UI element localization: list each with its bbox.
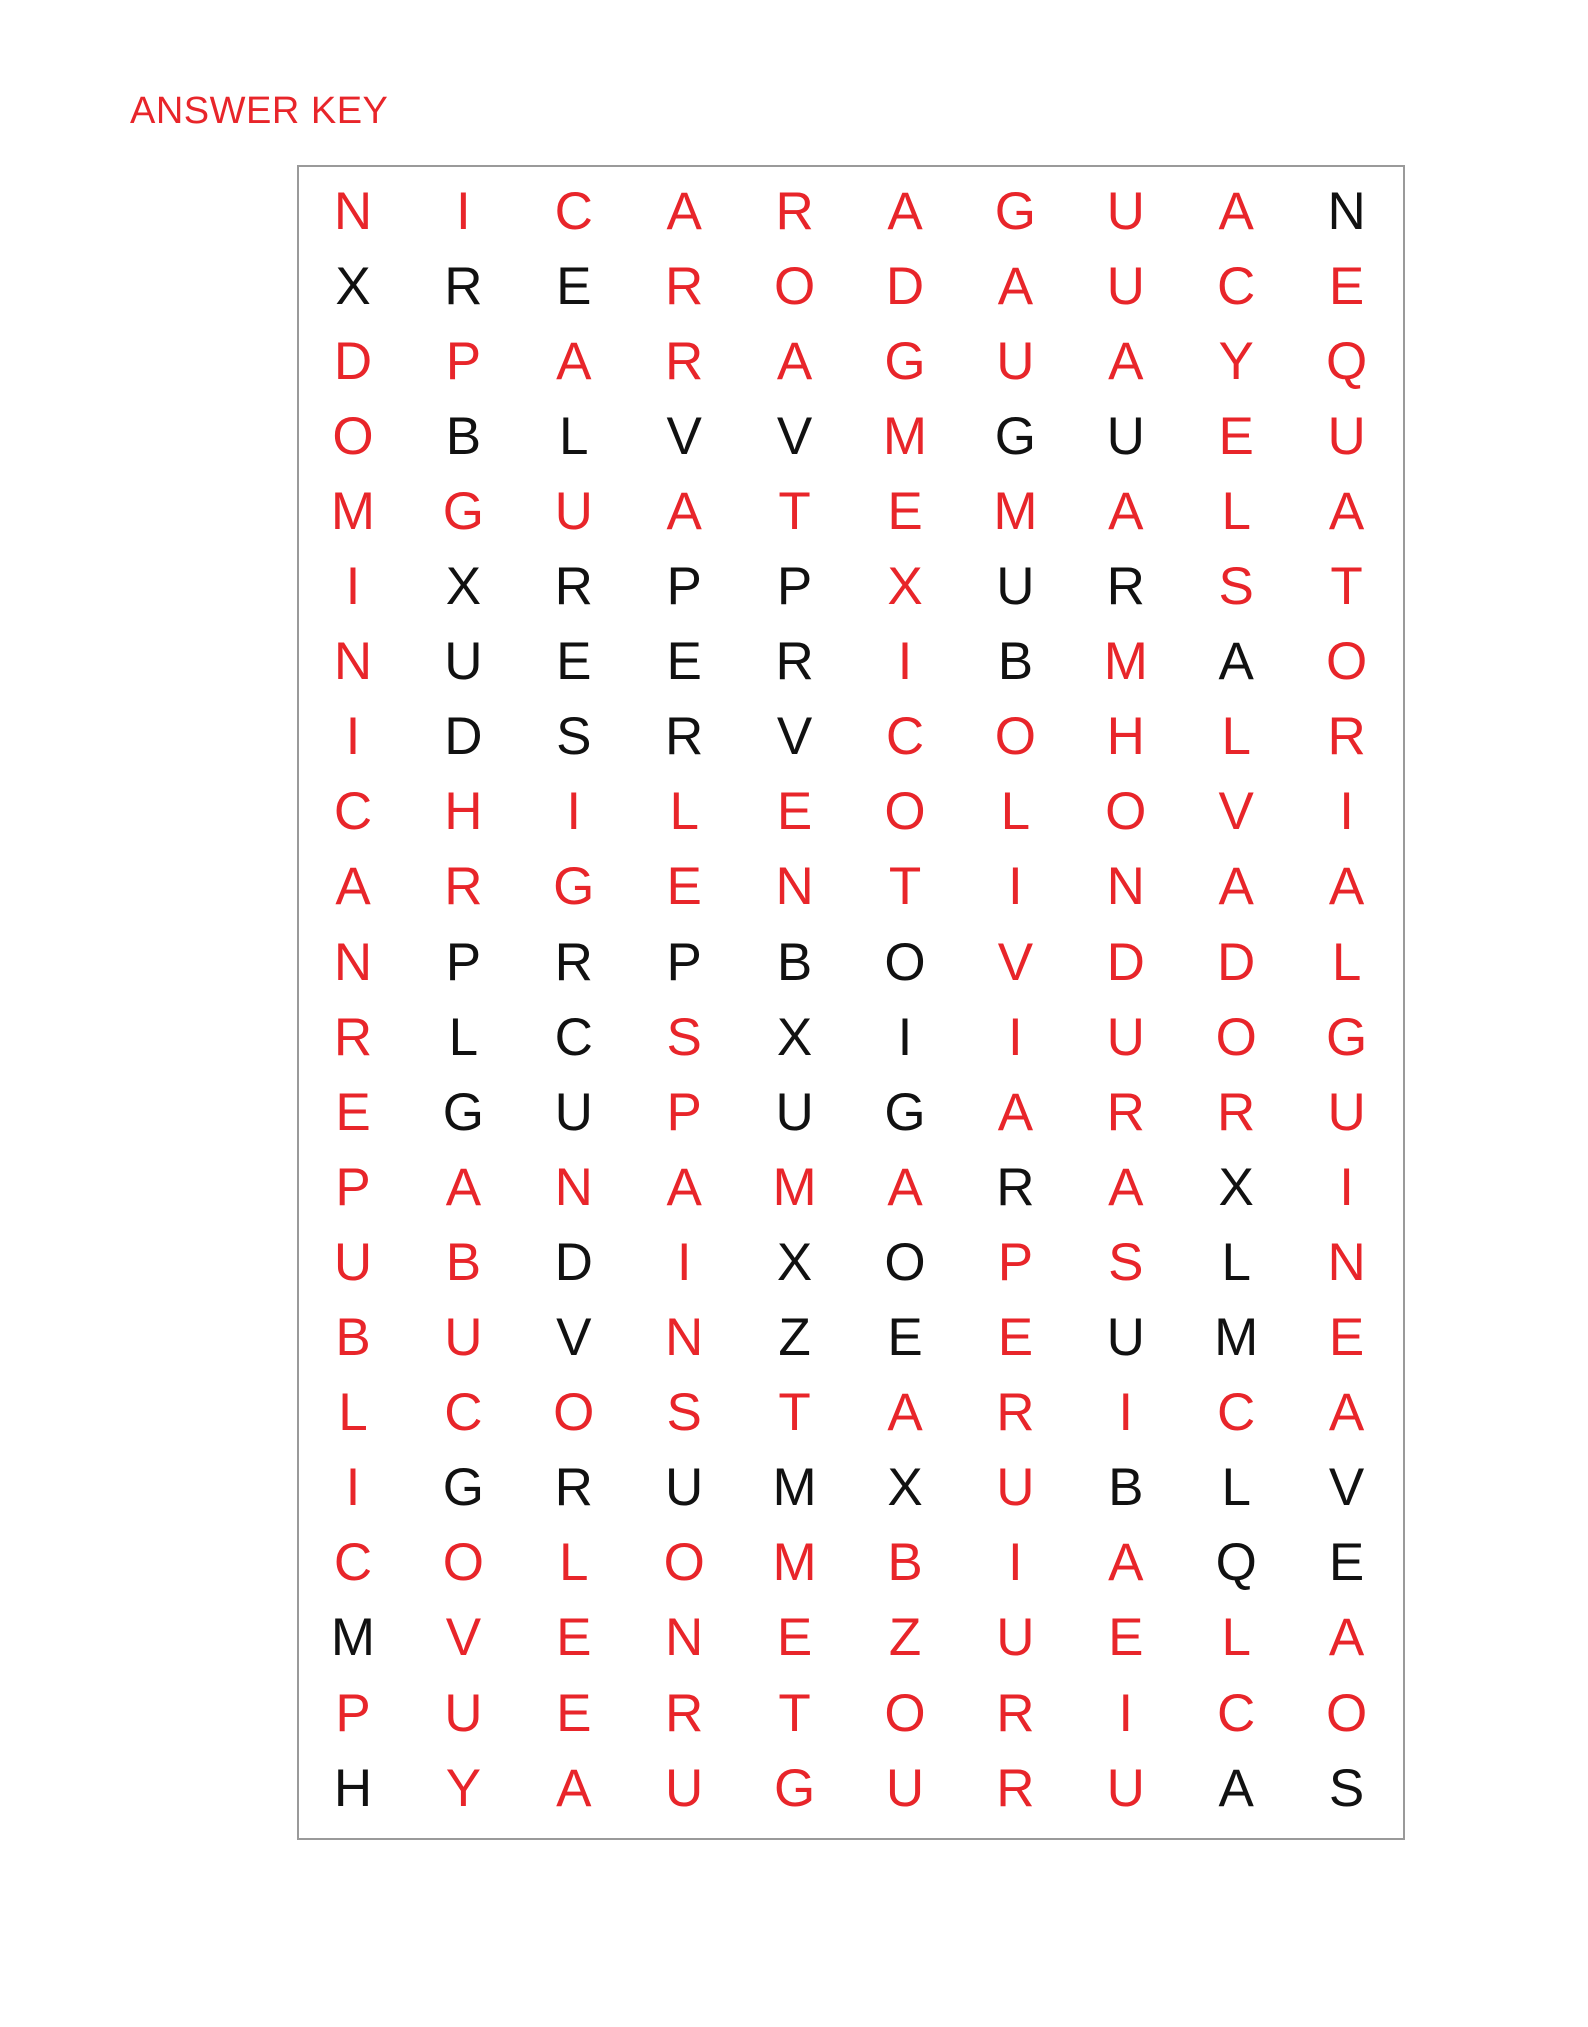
grid-cell: X <box>445 557 482 616</box>
grid-cell: A <box>1108 1157 1144 1217</box>
grid-cell: E <box>1328 1533 1365 1593</box>
grid-cell: R <box>444 857 483 917</box>
grid-cell: S <box>666 1383 702 1443</box>
grid-cell: M <box>993 481 1038 541</box>
grid-cell: T <box>1330 557 1363 616</box>
grid-cell: A <box>1328 481 1365 541</box>
grid-cell: T <box>778 481 811 541</box>
grid-cell: G <box>994 181 1036 241</box>
grid-cell: A <box>887 1383 923 1443</box>
grid-cell: R <box>1217 1082 1256 1142</box>
grid-cell: I <box>1118 1683 1134 1743</box>
grid-cell: S <box>556 707 592 767</box>
grid-cell: O <box>663 1533 705 1593</box>
grid-cell: R <box>775 181 814 241</box>
grid-cell: X <box>776 1007 813 1067</box>
grid-cell: B <box>887 1533 923 1593</box>
grid-cell: M <box>772 1533 817 1593</box>
grid-cell: L <box>669 782 699 842</box>
grid-cell: P <box>666 1082 702 1142</box>
grid-cell: R <box>665 331 704 391</box>
grid-cell: G <box>553 857 595 917</box>
grid-cell: U <box>444 1683 483 1743</box>
grid-cell: E <box>887 481 923 541</box>
grid-cell: E <box>556 256 592 316</box>
grid-cell: E <box>556 632 592 692</box>
grid-cell: L <box>1221 1232 1251 1292</box>
grid-cell: R <box>665 1683 704 1743</box>
grid-cell: R <box>554 1458 593 1518</box>
grid-cell: L <box>559 1533 589 1593</box>
grid-cell: U <box>333 1232 373 1292</box>
grid-cell: V <box>776 406 813 466</box>
grid-cell: R <box>996 1758 1035 1818</box>
grid-cell: U <box>554 1082 593 1142</box>
grid-cell: Q <box>1215 1533 1257 1593</box>
answer-key-title: ANSWER KEY <box>130 90 389 132</box>
grid-cell: O <box>553 1383 595 1443</box>
grid-cell: O <box>773 256 816 316</box>
grid-cell: E <box>335 1082 371 1142</box>
grid-cell: A <box>1218 181 1254 241</box>
grid-cell: I <box>1339 1157 1354 1217</box>
grid-cell: E <box>1328 1308 1365 1367</box>
grid-cell: D <box>444 707 483 767</box>
grid-cell: L <box>1331 932 1362 992</box>
grid-cell: O <box>884 1683 926 1743</box>
grid-cell: I <box>1118 1383 1134 1443</box>
grid-cell: A <box>666 1157 702 1217</box>
grid-cell: U <box>1106 1007 1145 1067</box>
grid-cell: A <box>666 481 702 541</box>
grid-cell: U <box>444 1308 483 1367</box>
grid-cell: R <box>996 1157 1035 1217</box>
grid-cell: N <box>333 932 373 992</box>
grid-cell: D <box>333 331 373 391</box>
grid-cell: R <box>665 256 704 316</box>
grid-cell: D <box>1217 932 1256 992</box>
grid-cell: E <box>1108 1608 1144 1668</box>
grid-cell: V <box>666 406 702 466</box>
grid-cell: L <box>559 406 589 466</box>
grid-cell: L <box>1000 782 1031 842</box>
grid-cell: U <box>996 557 1035 616</box>
grid-cell: P <box>445 331 482 391</box>
grid-cell: G <box>1325 1007 1368 1067</box>
grid-cell: L <box>448 1007 479 1067</box>
grid-cell: I <box>566 782 582 842</box>
grid-cell: O <box>884 1232 926 1292</box>
grid-cell: U <box>1327 1082 1366 1142</box>
grid-cell: N <box>1106 857 1145 917</box>
grid-cell: N <box>333 181 373 241</box>
grid-cell: P <box>445 932 482 992</box>
grid-cell: R <box>775 632 814 692</box>
grid-cell: Z <box>888 1608 922 1668</box>
grid-cell: M <box>772 1157 817 1217</box>
grid-cell: I <box>1008 1007 1023 1067</box>
grid-cell: A <box>556 331 592 391</box>
grid-cell: R <box>554 932 593 992</box>
grid-cell: R <box>665 707 704 767</box>
grid-cell: C <box>885 707 925 767</box>
grid-cell: R <box>996 1683 1035 1743</box>
grid-cell: E <box>556 1683 592 1743</box>
grid-cell: R <box>1106 1082 1145 1142</box>
grid-cell: I <box>345 707 361 767</box>
grid-cell: C <box>1217 1683 1256 1743</box>
grid-cell: O <box>1325 1683 1368 1743</box>
grid-cell: A <box>1108 331 1144 391</box>
grid-cell: A <box>887 1157 923 1217</box>
grid-cell: G <box>994 406 1036 466</box>
grid-cell: U <box>996 1458 1035 1518</box>
grid-cell: R <box>444 256 483 316</box>
grid-cell: D <box>885 256 925 316</box>
grid-cell: O <box>884 782 926 842</box>
grid-cell: T <box>888 857 922 917</box>
grid-cell: R <box>1327 707 1366 767</box>
grid-cell: U <box>885 1758 925 1818</box>
grid-cell: P <box>776 557 813 616</box>
grid-cell: P <box>335 1157 371 1217</box>
grid-cell: V <box>776 707 813 767</box>
grid-cell: U <box>1327 406 1366 466</box>
grid-cell: X <box>887 1458 923 1518</box>
grid-cell: D <box>554 1232 593 1292</box>
grid-cell: A <box>887 181 923 241</box>
grid-cell: A <box>556 1758 592 1818</box>
grid-cell: S <box>666 1007 702 1067</box>
grid-cell: N <box>554 1157 593 1217</box>
word-search-grid <box>297 165 1405 1840</box>
grid-cell: U <box>444 632 483 692</box>
grid-cell: E <box>1328 256 1365 316</box>
grid-cell: L <box>1221 707 1251 767</box>
grid-cell: X <box>776 1232 813 1292</box>
grid-cell: Y <box>445 1758 482 1818</box>
grid-cell: I <box>676 1232 692 1292</box>
grid-cell: C <box>444 1383 483 1443</box>
grid-cell: X <box>1218 1157 1254 1217</box>
grid-cell: B <box>997 632 1034 692</box>
grid-cell: U <box>1106 181 1145 241</box>
grid-cell: T <box>778 1383 811 1443</box>
grid-cell: U <box>665 1758 704 1818</box>
grid-cell: B <box>335 1308 371 1367</box>
grid-cell: U <box>775 1082 814 1142</box>
grid-cell: C <box>333 782 373 842</box>
grid-cell: A <box>1218 1758 1254 1818</box>
grid-cell: V <box>1218 782 1254 842</box>
grid-cell: Z <box>778 1308 811 1367</box>
grid-cell: A <box>1328 857 1365 917</box>
grid-cell: M <box>1103 632 1148 692</box>
grid-cell: U <box>1106 1758 1145 1818</box>
grid-cell: G <box>773 1758 816 1818</box>
grid-cell: B <box>445 1232 482 1292</box>
grid-cell: C <box>554 181 593 241</box>
grid-cell: O <box>1215 1007 1257 1067</box>
grid-cell: S <box>1108 1232 1144 1292</box>
grid-cell: V <box>556 1308 592 1367</box>
grid-cell: A <box>776 331 813 391</box>
grid-cell: M <box>1214 1308 1259 1367</box>
grid-cell: B <box>776 932 813 992</box>
grid-cell: E <box>887 1308 923 1367</box>
grid-cell: Q <box>1325 331 1368 391</box>
grid-cell: T <box>778 1683 811 1743</box>
grid-cell: P <box>666 557 702 616</box>
grid-cell: U <box>1106 406 1145 466</box>
grid-cell: L <box>1221 1458 1251 1518</box>
grid-cell: A <box>335 857 371 917</box>
grid-cell: C <box>333 1533 373 1593</box>
grid-cell: E <box>666 632 702 692</box>
grid-cell: N <box>665 1608 704 1668</box>
grid-cell: M <box>330 481 376 541</box>
grid-cell: I <box>345 1458 361 1518</box>
grid-cell: A <box>997 1082 1034 1142</box>
grid-cell: S <box>1328 1758 1365 1818</box>
grid-cell: P <box>666 932 702 992</box>
grid-cell: C <box>1217 256 1256 316</box>
grid-cell: M <box>882 406 928 466</box>
grid-cell: O <box>1105 782 1147 842</box>
grid-cell: R <box>333 1007 373 1067</box>
grid-cell: H <box>1106 707 1145 767</box>
grid-cell: V <box>445 1608 482 1668</box>
grid-cell: A <box>1328 1608 1365 1668</box>
grid-cell: A <box>1108 481 1144 541</box>
grid-cell: V <box>997 932 1034 992</box>
grid-cell: H <box>333 1758 373 1818</box>
grid-cell: G <box>442 481 484 541</box>
grid-cell: N <box>1327 1232 1366 1292</box>
grid-cell: I <box>897 1007 913 1067</box>
grid-cell: M <box>772 1458 817 1518</box>
grid-cell: A <box>666 181 702 241</box>
grid-cell: G <box>442 1082 484 1142</box>
grid-cell: O <box>332 406 374 466</box>
grid-cell: I <box>1008 1533 1023 1593</box>
grid-cell: E <box>1218 406 1254 466</box>
grid-cell: R <box>1106 557 1145 616</box>
grid-cell: I <box>1008 857 1023 917</box>
grid-cell: O <box>1325 632 1368 692</box>
grid-cell: G <box>884 1082 926 1142</box>
grid-cell: U <box>996 1608 1035 1668</box>
grid-cell: R <box>554 557 593 616</box>
grid-cell: S <box>1218 557 1254 616</box>
grid-cell: B <box>445 406 482 466</box>
grid-cell: A <box>1218 857 1254 917</box>
grid-cell: U <box>996 331 1035 391</box>
grid-cell: A <box>445 1157 482 1217</box>
grid-cell: P <box>997 1232 1034 1292</box>
grid-cell: P <box>335 1683 371 1743</box>
grid-cell: Y <box>1218 331 1254 391</box>
grid-cell: I <box>1339 782 1354 842</box>
grid-cell: L <box>1221 481 1251 541</box>
grid-cell: X <box>335 256 371 316</box>
grid-cell: C <box>554 1007 593 1067</box>
grid-cell: O <box>994 707 1036 767</box>
grid-cell: U <box>1106 256 1145 316</box>
grid-cell: D <box>1106 932 1145 992</box>
grid-cell: G <box>442 1458 484 1518</box>
grid-cell: U <box>665 1458 704 1518</box>
grid-cell: I <box>345 557 361 616</box>
grid-cell: A <box>997 256 1034 316</box>
grid-cell: E <box>776 1608 813 1668</box>
grid-cell: N <box>333 632 373 692</box>
grid-cell: L <box>338 1383 368 1443</box>
grid-cell: V <box>1328 1458 1365 1518</box>
grid-cell: N <box>665 1308 704 1367</box>
grid-cell: E <box>556 1608 592 1668</box>
grid-cell: O <box>884 932 926 992</box>
grid-cell: I <box>456 181 471 241</box>
grid-cell: G <box>884 331 926 391</box>
grid-cell: N <box>1327 181 1366 241</box>
grid-cell: B <box>1108 1458 1144 1518</box>
grid-cell: A <box>1328 1383 1365 1443</box>
grid-cell: H <box>444 782 483 842</box>
grid-cell: R <box>996 1383 1035 1443</box>
grid-cell: U <box>1106 1308 1145 1367</box>
grid-cell: X <box>887 557 923 616</box>
grid-cell: C <box>1217 1383 1256 1443</box>
grid-cell: I <box>897 632 913 692</box>
grid-cell: E <box>776 782 813 842</box>
grid-cell: A <box>1108 1533 1144 1593</box>
grid-cell: U <box>554 481 593 541</box>
grid-cell: A <box>1218 632 1254 692</box>
grid-cell: M <box>330 1608 376 1668</box>
grid-cell: E <box>666 857 702 917</box>
grid-cell: L <box>1221 1608 1251 1668</box>
grid-cell: E <box>997 1308 1034 1367</box>
grid-cell: O <box>442 1533 484 1593</box>
grid-cell: N <box>775 857 814 917</box>
